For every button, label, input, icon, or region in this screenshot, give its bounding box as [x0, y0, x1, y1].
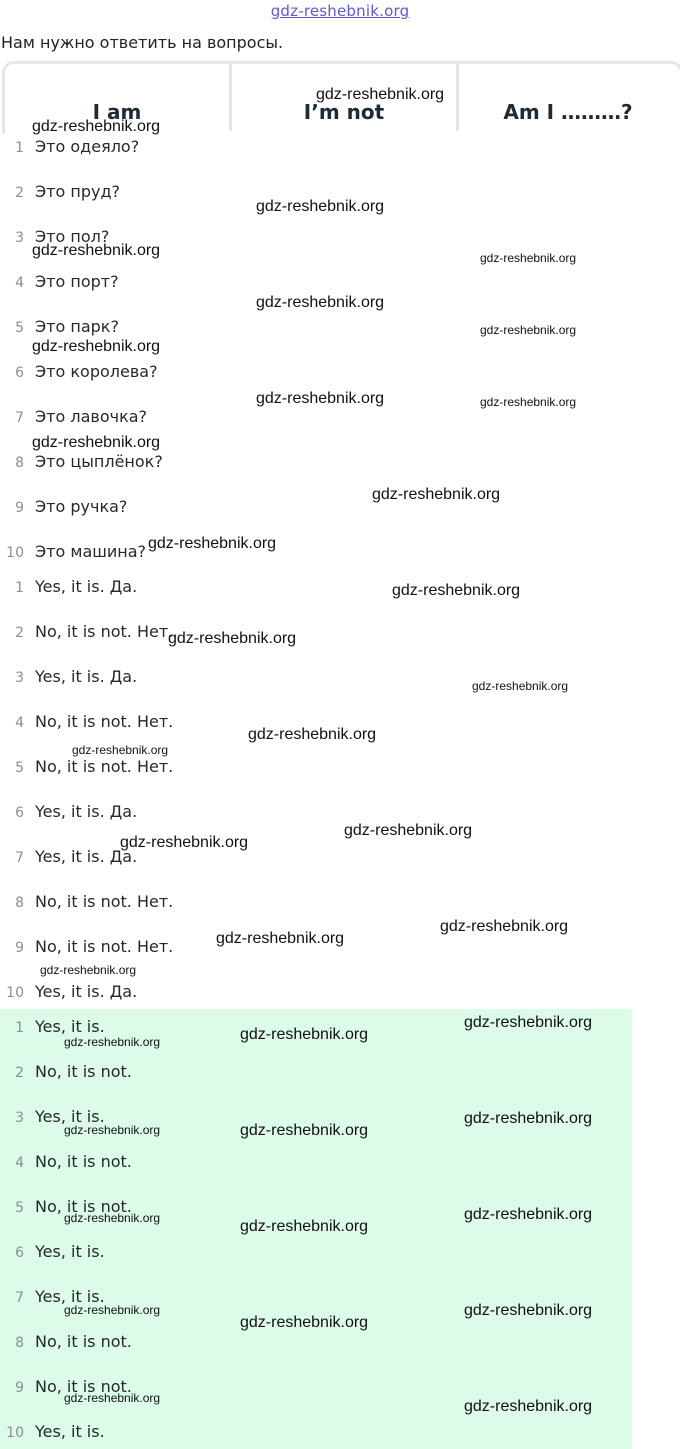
- watermark: gdz-reshebnik.org: [240, 1218, 369, 1235]
- item-text: No, it is not.: [35, 1197, 132, 1216]
- item-number: 3: [15, 670, 24, 686]
- item-number: 9: [15, 1380, 24, 1396]
- watermark: gdz-reshebnik.org: [240, 1026, 369, 1043]
- watermark: gdz-reshebnik.org: [216, 930, 345, 947]
- watermark: gdz-reshebnik.org: [256, 198, 385, 215]
- item-number: 10: [6, 545, 24, 561]
- item-number: 1: [15, 140, 24, 156]
- watermark: gdz-reshebnik.org: [64, 1303, 161, 1317]
- item-text: Yes, it is.: [35, 1287, 105, 1306]
- watermark: gdz-reshebnik.org: [32, 338, 161, 355]
- watermark: gdz-reshebnik.org: [40, 963, 137, 977]
- item-text: Это цыплёнок?: [35, 452, 163, 471]
- watermark: gdz-reshebnik.org: [72, 743, 169, 757]
- watermark: gdz-reshebnik.org: [464, 1302, 593, 1319]
- item-text: Yes, it is.: [35, 1242, 105, 1261]
- item-text: Yes, it is. Да.: [35, 982, 138, 1001]
- watermark: gdz-reshebnik.org: [240, 1314, 369, 1331]
- item-number: 3: [15, 230, 24, 246]
- item-text: No, it is not.: [35, 1152, 132, 1171]
- item-number: 9: [15, 500, 24, 516]
- header-im-not: I’m not: [303, 100, 385, 124]
- watermark: gdz-reshebnik.org: [480, 395, 577, 409]
- item-text: No, it is not. Нет.: [35, 937, 174, 956]
- item-text: Это королева?: [35, 362, 158, 381]
- item-text: No, it is not.: [35, 1062, 132, 1081]
- watermark: gdz-reshebnik.org: [344, 822, 473, 839]
- item-text: Это ручка?: [35, 497, 128, 516]
- watermark: gdz-reshebnik.org: [64, 1391, 161, 1405]
- watermark: gdz-reshebnik.org: [64, 1211, 161, 1225]
- item-number: 5: [15, 320, 24, 336]
- watermark: gdz-reshebnik.org: [480, 251, 577, 265]
- item-number: 6: [15, 1245, 24, 1261]
- watermark: gdz-reshebnik.org: [32, 434, 161, 451]
- item-number: 7: [15, 1290, 24, 1306]
- watermark: gdz-reshebnik.org: [256, 294, 385, 311]
- watermark: gdz-reshebnik.org: [464, 1014, 593, 1031]
- item-text: No, it is not. Нет.: [35, 712, 174, 731]
- watermark: gdz-reshebnik.org: [240, 1122, 369, 1139]
- watermark: gdz-reshebnik.org: [64, 1123, 161, 1137]
- item-number: 1: [15, 580, 24, 596]
- item-number: 2: [15, 1065, 24, 1081]
- watermark: gdz-reshebnik.org: [256, 390, 385, 407]
- watermark: gdz-reshebnik.org: [472, 679, 569, 693]
- watermark: gdz-reshebnik.org: [464, 1110, 593, 1127]
- site-logo[interactable]: gdz-reshebnik.org: [270, 2, 410, 20]
- intro-text: Нам нужно ответить на вопросы.: [1, 33, 284, 52]
- item-number: 8: [15, 455, 24, 471]
- watermark: gdz-reshebnik.org: [32, 242, 161, 259]
- watermark: gdz-reshebnik.org: [248, 726, 377, 743]
- watermark: gdz-reshebnik.org: [168, 630, 297, 647]
- item-number: 10: [6, 985, 24, 1001]
- item-number: 4: [15, 715, 24, 731]
- item-text: No, it is not.: [35, 1377, 132, 1396]
- item-text: Это пруд?: [35, 182, 121, 201]
- item-text: Yes, it is.: [35, 1422, 105, 1441]
- watermark: gdz-reshebnik.org: [148, 535, 277, 552]
- item-number: 1: [15, 1020, 24, 1036]
- watermark: gdz-reshebnik.org: [392, 582, 521, 599]
- item-text: Yes, it is. Да.: [35, 577, 138, 596]
- item-text: Yes, it is. Да.: [35, 847, 138, 866]
- item-number: 4: [15, 1155, 24, 1171]
- header-am-i: Am I ………?: [503, 100, 633, 124]
- watermark: gdz-reshebnik.org: [32, 118, 161, 135]
- item-text: No, it is not. Нет.: [35, 622, 174, 641]
- item-number: 6: [15, 805, 24, 821]
- item-number: 2: [15, 185, 24, 201]
- item-text: Это парк?: [35, 317, 119, 336]
- item-text: Yes, it is.: [35, 1107, 105, 1126]
- header-i-am: I am: [92, 100, 142, 124]
- item-number: 8: [15, 895, 24, 911]
- watermark: gdz-reshebnik.org: [440, 918, 569, 935]
- watermark: gdz-reshebnik.org: [372, 486, 501, 503]
- item-number: 5: [15, 1200, 24, 1216]
- item-number: 10: [6, 1425, 24, 1441]
- item-number: 5: [15, 760, 24, 776]
- item-text: Это порт?: [35, 272, 119, 291]
- item-number: 3: [15, 1110, 24, 1126]
- watermark: gdz-reshebnik.org: [64, 1035, 161, 1049]
- item-text: Yes, it is. Да.: [35, 802, 138, 821]
- item-text: Yes, it is. Да.: [35, 667, 138, 686]
- item-text: No, it is not. Нет.: [35, 757, 174, 776]
- watermark: gdz-reshebnik.org: [316, 86, 445, 103]
- item-number: 8: [15, 1335, 24, 1351]
- item-text: Это лавочка?: [35, 407, 148, 426]
- item-number: 9: [15, 940, 24, 956]
- item-text: No, it is not. Нет.: [35, 892, 174, 911]
- watermark: gdz-reshebnik.org: [464, 1206, 593, 1223]
- item-text: Это машина?: [35, 542, 147, 561]
- watermark: gdz-reshebnik.org: [480, 323, 577, 337]
- item-text: No, it is not.: [35, 1332, 132, 1351]
- item-number: 2: [15, 625, 24, 641]
- item-number: 6: [15, 365, 24, 381]
- item-text: Это пол?: [35, 227, 110, 246]
- watermark: gdz-reshebnik.org: [464, 1398, 593, 1415]
- item-number: 7: [15, 850, 24, 866]
- item-number: 4: [15, 275, 24, 291]
- watermark: gdz-reshebnik.org: [120, 834, 249, 851]
- item-text: Yes, it is.: [35, 1017, 105, 1036]
- item-text: Это одеяло?: [35, 137, 140, 156]
- item-number: 7: [15, 410, 24, 426]
